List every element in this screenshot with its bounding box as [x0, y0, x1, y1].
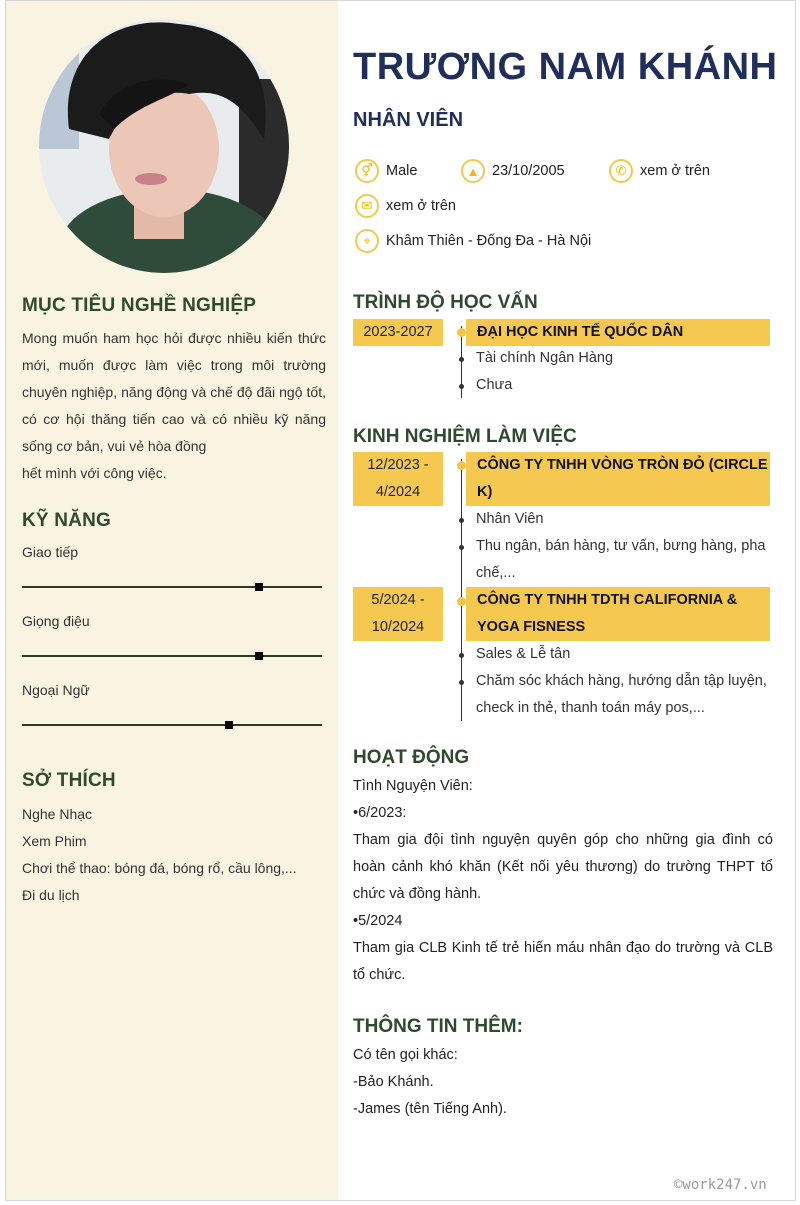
objective-title: MỤC TIÊU NGHỀ NGHIỆP	[22, 295, 257, 316]
watermark: ©work247.vn	[674, 1177, 767, 1193]
education-school: ĐẠI HỌC KINH TẾ QUỐC DÂN	[466, 319, 770, 346]
timeline-bullet	[459, 357, 464, 362]
skill-bar	[22, 586, 322, 588]
additional-line: Có tên gọi khác:	[353, 1047, 458, 1063]
education-date: 2023-2027	[353, 319, 443, 346]
activity-line: •6/2023:	[353, 805, 407, 821]
timeline-dot	[457, 328, 466, 337]
address-info	[355, 229, 591, 253]
avatar	[39, 19, 289, 273]
activities-title: HOẠT ĐỘNG	[353, 747, 470, 768]
skill-name: Giao tiếp	[22, 544, 79, 560]
hobbies-list	[22, 801, 297, 909]
gender-icon: ⚥	[355, 159, 379, 183]
skill-bar	[22, 724, 322, 726]
skill-name: Giọng điệu	[22, 613, 90, 629]
experience-role: Sales & Lễ tân	[476, 646, 571, 662]
gender-info	[355, 159, 417, 183]
experience-date: 12/2023 - 4/2024	[353, 452, 443, 506]
experience-description: Thu ngân, bán hàng, tư vấn, bưng hàng, pha chế,...	[476, 538, 766, 581]
additional-title: THÔNG TIN THÊM:	[353, 1016, 523, 1037]
experience-role: Nhân Viên	[476, 511, 544, 527]
candidate-name: TRƯƠNG NAM KHÁNH	[353, 46, 778, 88]
hobby-item: Chơi thể thao: bóng đá, bóng rổ, cầu lông,...	[22, 860, 297, 876]
additional-line: -James (tên Tiếng Anh).	[353, 1101, 507, 1117]
timeline-bullet	[459, 653, 464, 658]
activity-line: Tham gia CLB Kinh tế trẻ hiến máu nhân đạo do trường và CLB tổ chức.	[353, 940, 773, 983]
timeline-bullet	[459, 518, 464, 523]
additional-line: -Bảo Khánh.	[353, 1074, 434, 1090]
birthday-value: 23/10/2005	[492, 163, 565, 179]
activity-line: Tham gia đội tình nguyện quyên góp cho những gia đình có hoàn cảnh khó khăn (Kết nối yêu thương) do trường THPT tổ chức và đồng hành.	[353, 832, 773, 902]
activity-line: Tình Nguyện Viên:	[353, 778, 473, 794]
experience-date: 5/2024 - 10/2024	[353, 587, 443, 641]
candidate-position: NHÂN VIÊN	[353, 109, 464, 131]
activity-line: •5/2024	[353, 913, 403, 929]
phone-icon: ✆	[609, 159, 633, 183]
timeline-dot	[457, 597, 466, 606]
email-info	[355, 194, 456, 218]
objective-text	[22, 325, 326, 487]
skill-level-marker	[255, 652, 263, 660]
email-value: xem ở trên	[386, 198, 456, 214]
mail-icon: ✉	[355, 194, 379, 218]
skill-name: Ngoại Ngữ	[22, 682, 90, 698]
skill-level-marker	[225, 721, 233, 729]
activities-text	[353, 773, 773, 989]
education-major: Tài chính Ngân Hàng	[476, 350, 614, 366]
timeline-bullet	[459, 680, 464, 685]
objective-paragraph: hết mình với công việc.	[22, 465, 167, 481]
experience-description: Chăm sóc khách hàng, hướng dẫn tập luyện, check in thẻ, thanh toán máy pos,...	[476, 673, 767, 716]
hobby-item: Xem Phim	[22, 833, 87, 849]
phone-value: xem ở trên	[640, 163, 710, 179]
experience-company: CÔNG TY TNHH TDTH CALIFORNIA & YOGA FISNESS	[466, 587, 770, 641]
map-icon: ⌖	[355, 229, 379, 253]
education-title: TRÌNH ĐỘ HỌC VẤN	[353, 292, 538, 313]
additional-text	[353, 1042, 773, 1123]
skills-title: KỸ NĂNG	[22, 510, 112, 531]
birthday-info	[461, 159, 565, 183]
hobbies-title: SỞ THÍCH	[22, 770, 116, 791]
education-note: Chưa	[476, 377, 513, 393]
address-value: Khâm Thiên - Đống Đa - Hà Nội	[386, 233, 592, 249]
skill-level-marker	[255, 583, 263, 591]
timeline-bullet	[459, 545, 464, 550]
gender-value: Male	[386, 163, 418, 179]
cake-icon: ▲	[461, 159, 485, 183]
experience-company: CÔNG TY TNHH VÒNG TRÒN ĐỎ (CIRCLE K)	[466, 452, 770, 506]
objective-paragraph: Mong muốn ham học hỏi được nhiều kiến thức mới, muốn được làm việc trong môi trường chuyên nghiệp, năng động và chế độ đãi ngộ tốt, có cơ hội thăng tiến cao và có nhiều kỹ năng sống cơ bản, vui vẻ hòa đồng	[22, 330, 326, 454]
sidebar	[6, 1, 338, 1200]
hobby-item: Nghe Nhạc	[22, 806, 93, 822]
timeline-bullet	[459, 384, 464, 389]
timeline-dot	[457, 461, 466, 470]
phone-info	[609, 159, 710, 183]
skill-bar	[22, 655, 322, 657]
hobby-item: Đi du lịch	[22, 887, 80, 903]
avatar-photo	[39, 19, 289, 273]
cv-page	[5, 0, 796, 1201]
experience-title: KINH NGHIỆM LÀM VIỆC	[353, 426, 577, 447]
